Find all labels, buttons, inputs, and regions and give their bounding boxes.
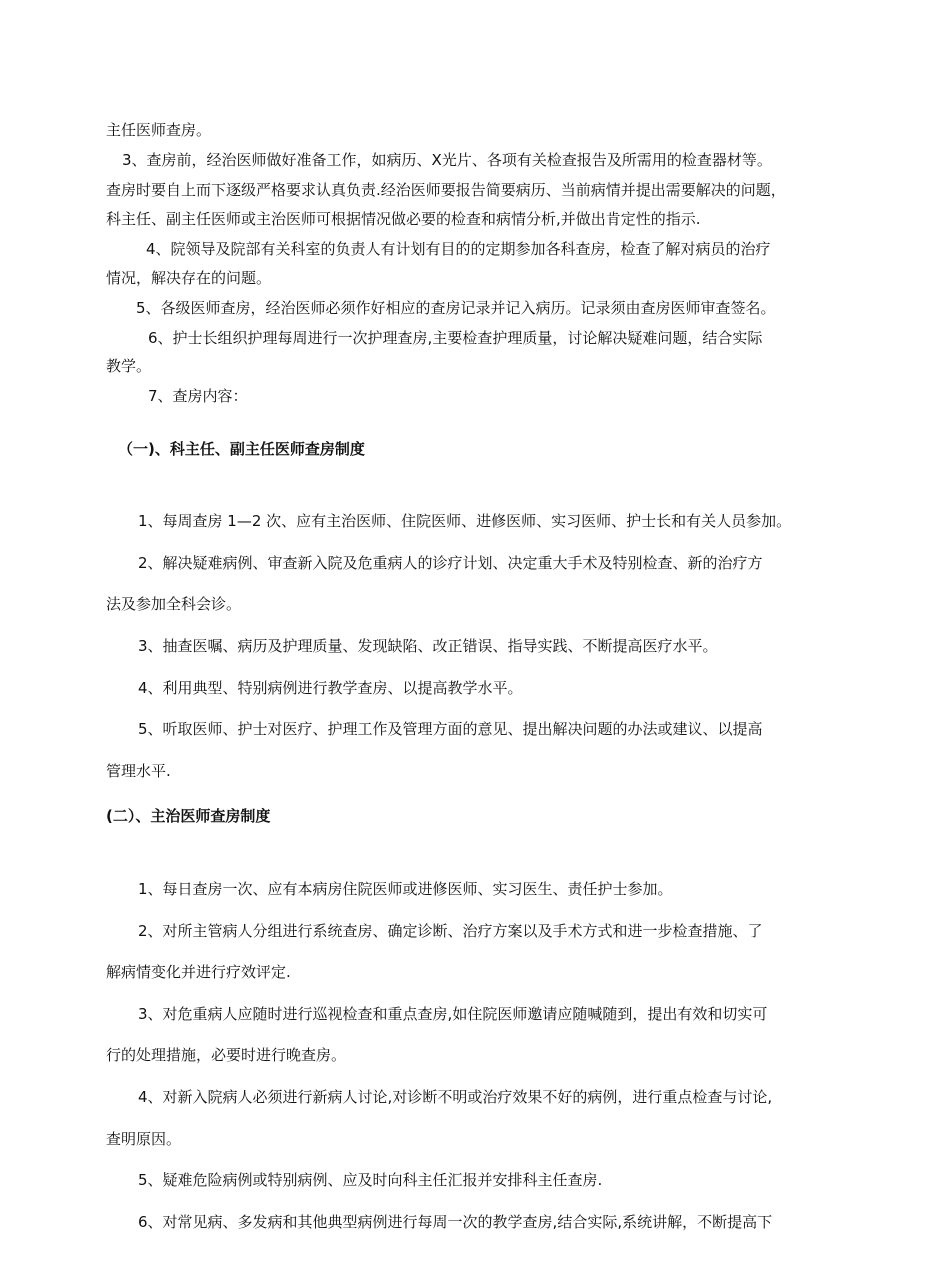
body-line: 3、抽查医嘱、病历及护理质量、发现缺陷、改正错误、指导实践、不断提高医疗水平。 [138, 637, 718, 655]
body-line: 5、各级医师查房，经治医师必须作好相应的查房记录并记入病历。记录须由查房医师审查签名。 [136, 299, 776, 317]
body-line: 3、对危重病人应随时进行巡视检查和重点查房,如住院医师邀请应随喊随到，提出有效和切实可 [138, 1005, 768, 1023]
body-line: 5、听取医师、护士对医疗、护理工作及管理方面的意见、提出解决问题的办法或建议、以提高 [138, 720, 763, 738]
body-line: 行的处理措施，必要时进行晚查房。 [106, 1046, 347, 1064]
body-line: 6、护士长组织护理每周进行一次护理查房,主要检查护理质量，讨论解决疑难问题，结合实际 [148, 329, 763, 347]
body-line: 教学。 [106, 357, 152, 375]
body-line: 法及参加全科会诊。 [106, 595, 242, 613]
body-line: 查房时要自上而下逐级严格要求认真负责.经治医师要报告简要病历、当前病情并提出需要解决的问题， [106, 181, 786, 199]
body-line: 3、查房前，经治医师做好准备工作，如病历、X光片、各项有关检查报告及所需用的检查器材等。 [122, 151, 772, 169]
body-line: 4、院领导及院部有关科室的负责人有计划有目的的定期参加各科查房，检查了解对病员的治疗 [146, 240, 771, 258]
body-line: 主任医师查房。 [106, 121, 212, 139]
section-heading: (二）、主治医师查房制度 [106, 807, 271, 825]
body-line: 4、利用典型、特别病例进行教学查房、以提高教学水平。 [138, 679, 523, 697]
body-line: 4、对新入院病人必须进行新病人讨论,对诊断不明或治疗效果不好的病例，进行重点检查与讨论, [138, 1088, 773, 1106]
body-line: 情况，解决存在的问题。 [106, 269, 272, 287]
body-line: 2、解决疑难病例、审查新入院及危重病人的诊疗计划、决定重大手术及特别检查、新的治疗方 [138, 554, 763, 572]
body-line: 1、每日查房一次、应有本病房住院医师或进修医师、实习医生、责任护士参加。 [138, 880, 673, 898]
body-line: 查明原因。 [106, 1130, 182, 1148]
body-line: 7、查房内容： [148, 387, 248, 405]
body-line: 管理水平. [106, 762, 171, 780]
body-line: 5、疑难危险病例或特别病例、应及时向科主任汇报并安排科主任查房. [138, 1171, 603, 1189]
body-line: 6、对常见病、多发病和其他典型病例进行每周一次的教学查房,结合实际,系统讲解，不断提高下 [138, 1213, 773, 1231]
section-heading: （一)、科主任、副主任医师查房制度 [118, 440, 365, 458]
body-line: 科主任、副主任医师或主治医师可根据情况做必要的检查和病情分析,并做出肯定性的指示. [106, 210, 701, 228]
body-line: 1、每周查房 1—2 次、应有主治医师、住院医师、进修医师、实习医师、护士长和有关人员参加。 [138, 512, 792, 530]
body-line: 2、对所主管病人分组进行系统查房、确定诊断、治疗方案以及手术方式和进一步检查措施、了 [138, 922, 763, 940]
body-line: 解病情变化并进行疗效评定. [106, 963, 291, 981]
